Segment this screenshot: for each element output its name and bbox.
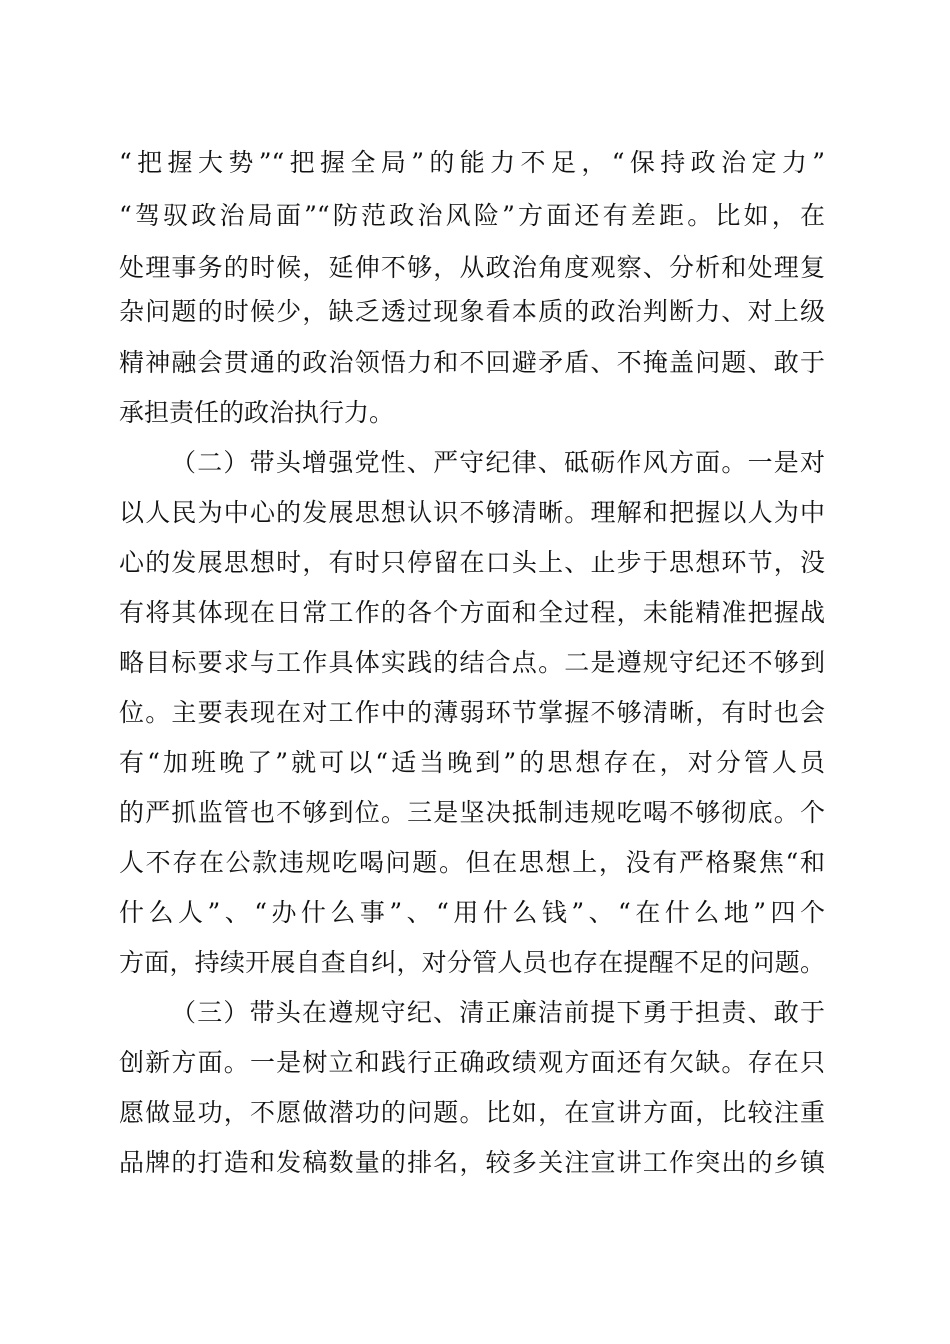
text-line: “把握大势”“把握全局”的能力不足，“保持政治定力” [119, 148, 825, 177]
text-line: 略目标要求与工作具体实践的结合点。二是遵规守纪还不够到 [119, 648, 825, 677]
text-line: 什么人”、“办什么事”、“用什么钱”、“在什么地”四个 [119, 898, 825, 927]
text-line: 心的发展思想时，有时只停留在口头上、止步于思想环节，没 [119, 548, 825, 577]
text-line: 的严抓监管也不够到位。三是坚决抵制违规吃喝不够彻底。个 [119, 798, 825, 827]
text-line: 有将其体现在日常工作的各个方面和全过程，未能精准把握战 [119, 598, 825, 627]
text-line: 承担责任的政治执行力。 [119, 398, 395, 427]
section-heading-3: （三）带头在遵规守纪、清正廉洁前提下勇于担责、敢于 [171, 998, 825, 1027]
text-line: “驾驭政治局面”“防范政治风险”方面还有差距。比如，在 [119, 201, 825, 230]
text-line: 以人民为中心的发展思想认识不够清晰。理解和把握以人为中 [119, 498, 825, 527]
text-line: 方面，持续开展自查自纠，对分管人员也存在提醒不足的问题。 [119, 948, 825, 977]
text-line: 人不存在公款违规吃喝问题。但在思想上，没有严格聚焦“和 [119, 848, 825, 877]
text-line: 精神融会贯通的政治领悟力和不回避矛盾、不掩盖问题、敢于 [119, 348, 825, 377]
text-line: 处理事务的时候，延伸不够，从政治角度观察、分析和处理复 [119, 253, 825, 282]
text-line: 杂问题的时候少，缺乏透过现象看本质的政治判断力、对上级 [119, 297, 825, 326]
text-line: 有“加班晚了”就可以“适当晚到”的思想存在，对分管人员 [119, 748, 825, 777]
text-line: 愿做显功，不愿做潜功的问题。比如，在宣讲方面，比较注重 [119, 1098, 825, 1127]
text-line: 创新方面。一是树立和践行正确政绩观方面还有欠缺。存在只 [119, 1048, 825, 1077]
text-line: 品牌的打造和发稿数量的排名，较多关注宣讲工作突出的乡镇 [119, 1148, 825, 1177]
text-line: 位。主要表现在对工作中的薄弱环节掌握不够清晰，有时也会 [119, 698, 825, 727]
section-heading-2: （二）带头增强党性、严守纪律、砥砺作风方面。一是对 [171, 448, 825, 477]
